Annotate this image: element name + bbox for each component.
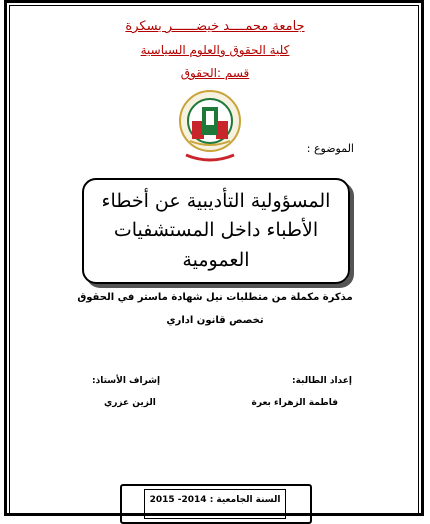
specialty-text: تخصص قانون اداري: [166, 315, 264, 326]
supervision-label: إشراف الأستاذ:: [92, 376, 161, 386]
title-line-3: العمومية: [182, 249, 250, 271]
faculty-name: كلية الحقوق والعلوم السياسية: [140, 43, 290, 57]
academic-year: السنة الجامعية : 2014- 2015: [149, 495, 281, 505]
university-logo-icon: [178, 89, 242, 163]
title-line-1: المسؤولية التأديبية عن أخطاء: [101, 190, 331, 212]
department-name: قسم :الحقوق: [180, 66, 250, 80]
title-line-2: الأطباء داخل المستشفيات: [113, 219, 319, 241]
thesis-title-box: [82, 178, 350, 284]
student-name: فاطمة الزهراء بعرة: [251, 398, 338, 408]
topic-label: الموضوع :: [306, 142, 354, 155]
preparation-label: إعداد الطالبة:: [292, 376, 352, 386]
university-name: جامعة محمــــد خيضــــــر بسكرة: [125, 19, 305, 34]
supervisor-name: الزين عزري: [104, 398, 156, 408]
memo-text: مذكرة مكملة من متطلبات نيل شهادة ماستر في الحقوق: [77, 292, 353, 303]
